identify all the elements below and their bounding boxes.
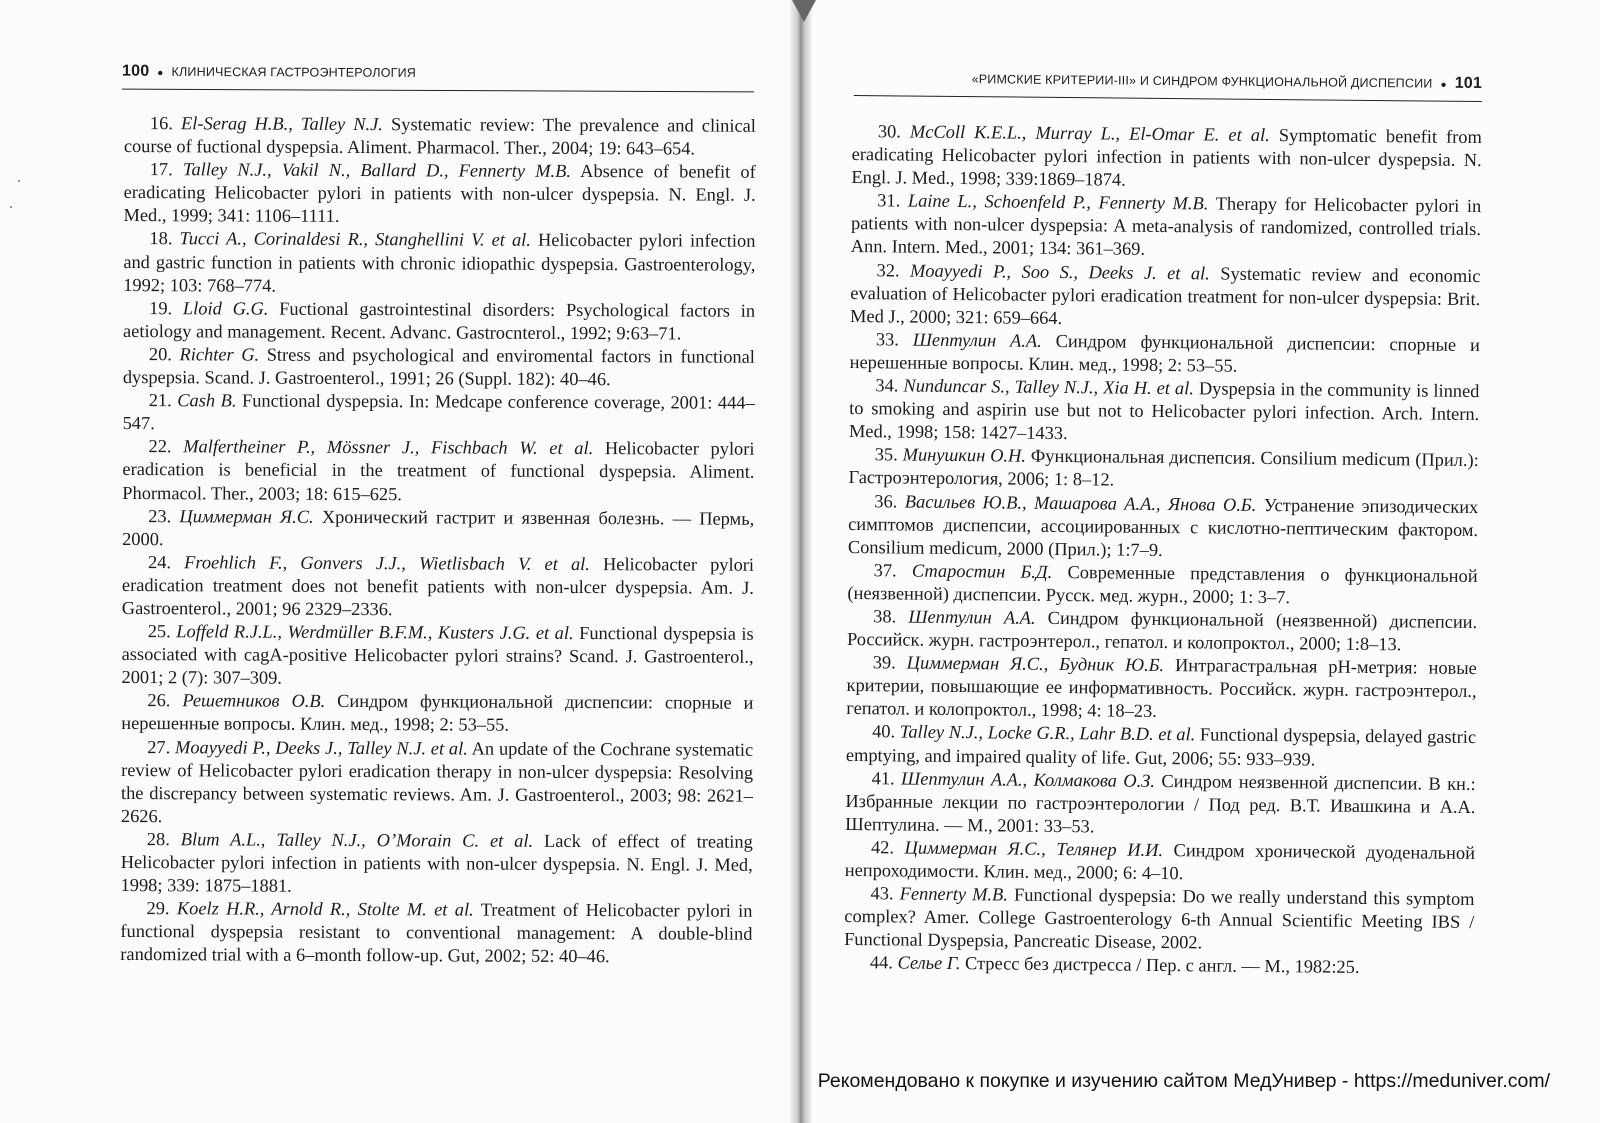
reference-item: 22. Malfertheiner P., Mössner J., Fischbach W. et al. Helicobacter pylori eradication is beneficial in the treatment of functional dyspepsia. Aliment. Phormacol. Ther., 2003; 18: 615–625. — [122, 436, 755, 504]
left-running-head — [122, 63, 754, 93]
book-gutter — [790, 0, 812, 1123]
reference-item: 43. Fennerty M.B. Functional dyspepsia: Do we really understand this symptom complex? Amer. College Gastroenterology 6-th Annual Scientific Meeting IBS / Functional Dyspepsia, Pancreatic Disease, 2002. — [844, 883, 1475, 953]
reference-item: 17. Talley N.J., Vakil N., Ballard D., Fennerty M.B. Absence of benefit of eradicating Helicobacter pylori in patients with non-ulcer dyspepsia. N. Engl. J. Med., 1999; 341: 1106–1111. — [123, 159, 756, 227]
reference-item: 36. Васильев Ю.В., Машарова А.А., Янова О.Б. Устранение эпизодических симптомов диспепсии, ассоциированных с кислотно-пептическим фактором. Consilium medicum, 2000 (Прил.); 1:7–9. — [847, 490, 1479, 560]
reference-item: 28. Blum A.L., Talley N.J., O’Morain C. et al. Lack of effect of treating Helicobacter pylori infection in patients with non-ulcer dyspepsia. N. Engl. J. Med, 1998; 339: 1875–1881. — [120, 829, 753, 896]
bullet-icon: ● — [1440, 79, 1447, 91]
reference-item: 40. Talley N.J., Locke G.R., Lahr B.D. et al. Functional dyspepsia, delayed gastric emptying, and impaired quality of life. Gut, 2006; 55: 933–939. — [845, 721, 1477, 770]
reference-item: 34. Nunduncar S., Talley N.J., Xia H. et al. Dyspepsia in the community is linned to smoking and aspirin use but not to Helicobacter pylori infection. Arch. Intern. Med., 1998; 158: 1427–1433. — [848, 375, 1480, 444]
reference-item: 18. Tucci A., Corinaldesi R., Stanghellini V. et al. Helicobacter pylori infection and gastric function in patients with chronic idiopathic dyspepsia. Gastroenterology, 1992; 103: 768–774. — [123, 228, 756, 296]
reference-item: 26. Решетников О.В. Синдром функциональной диспепсии: спорные и нерешенные вопросы. Клин. мед., 1998; 2: 53–55. — [121, 690, 754, 736]
reference-item: 25. Loffeld R.J.L., Werdmüller B.F.M., Kusters J.G. et al. Functional dyspepsia is associated with cagA-positive Helicobacter pylori strains? Scand. J. Gastroenterol., 2001; 2 (7): 307–309. — [121, 621, 754, 688]
left-reference-list — [120, 112, 756, 969]
reference-item: 39. Циммерман Я.С., Будник Ю.Б. Интрагастральная pH-метрия: новые критерии, повышающие ее информативность. Российск. журн. гастроэнтерол., гепатол. и колопроктол., 1998; 4: 18–23. — [846, 652, 1477, 722]
binding-fold-mark — [792, 0, 816, 22]
left-page-number: 100 — [121, 62, 150, 80]
reference-item: 35. Минушкин О.Н. Функциональная диспепсия. Consilium medicum (Прил.): Гастроэнтерология, 2006; 1: 8–12. — [848, 444, 1479, 490]
bullet-icon: ● — [157, 67, 164, 79]
reference-item: 31. Laine L., Schoenfeld P., Fennerty M.B. Therapy for Helicobacter pylori in patients with non-ulcer dyspepsia: A meta-analysis of randomized, controlled trials. Ann. Intern. Med., 2001; 134: 361–369. — [850, 190, 1482, 260]
reference-item: 33. Шептулин А.А. Синдром функциональной диспепсии: спорные и нерешенные вопросы. Клин. мед., 1998; 2: 53–55. — [849, 329, 1480, 376]
reference-item: 27. Moayyedi P., Deeks J., Talley N.J. et al. An update of the Cochrane systematic review of Helicobacter pylori eradication therapy in non-ulcer dyspepsia: Resolving the discrepancy between systematic reviews. Am. J. Gastroenterol., 2003; 98: 2621–2626. — [120, 736, 754, 826]
reference-item: 19. Lloid G.G. Fuctional gastrointestinal disorders: Psychological factors in aetiology and management. Recent. Advanc. Gastrocnterol., 1992; 9:63–71. — [123, 297, 756, 344]
reference-item: 20. Richter G. Stress and psychological and enviromental factors in functional dyspepsia. Scand. J. Gastroenterol., 1991; 26 (Suppl. 182): 40–46. — [122, 344, 755, 390]
right-running-title: «РИМСКИЕ КРИТЕРИИ-III» И СИНДРОМ ФУНКЦИОНАЛЬНОЙ ДИСПЕПСИИ — [971, 72, 1433, 91]
reference-item: 21. Cash B. Functional dyspepsia. In: Medcape conference coverage, 2001: 444–547. — [122, 390, 755, 434]
reference-item: 24. Froehlich F., Gonvers J.J., Wietlisbach V. et al. Helicobacter pylori eradication treatment does not benefit patients with non-ulcer dyspepsia. Am. J. Gastroenterol., 2001; 96 2329–2336. — [121, 551, 755, 620]
right-reference-list — [844, 120, 1482, 980]
reference-item: 42. Циммерман Я.С., Телянер И.И. Синдром хронической дуоденальной непроходимости. Клин. мед., 2000; 6: 4–10. — [844, 837, 1476, 884]
reference-item: 23. Циммерман Я.С. Хронический гастрит и язвенная болезнь. — Пермь, 2000. — [122, 505, 755, 549]
scan-speck — [18, 180, 20, 182]
reference-item: 41. Шептулин А.А., Колмакова О.З. Синдром неязвенной диспепсии. В кн.: Избранные лекции по гастроэнтерологии / Под ред. В.Т. Ивашкина и А.А. Шептулина. — М., 2001: 33–53. — [845, 767, 1476, 837]
website-watermark-note: Рекомендовано к покупке и изучению сайтом МедУнивер - https://meduniver.com/ — [817, 1070, 1550, 1092]
reference-item: 44. Селье Г. Стресс без дистресса / Пер. с англ. — М., 1982:25. — [869, 952, 1360, 978]
right-page-number: 101 — [1454, 74, 1483, 93]
reference-item: 37. Старостин Б.Д. Современные представления о функциональной (неязвенной) диспепсии. Русск. мед. журн., 2000; 1: 3–7. — [847, 560, 1478, 608]
reference-item: 38. Шептулин А.А. Синдром функциональной (неязвенной) диспепсии. Российск. журн. гастроэнтерол., гепатол. и колопроктол., 2000; 1:8–13. — [846, 606, 1478, 655]
reference-item: 16. El-Serag H.B., Talley N.J. Systematic review: The prevalence and clinical course of fuctional dyspepsia. Aliment. Pharmacol. Ther., 2004; 19: 643–654. — [123, 113, 756, 159]
reference-item: 30. McColl K.E.L., Murray L., El-Omar E. et al. Symptomatic benefit from eradicating Helicobacter pylori infection in patients with non-ulcer dyspepsia. N. Engl. J. Med., 1998; 339:1869–1874. — [851, 121, 1482, 190]
left-running-title: КЛИНИЧЕСКАЯ ГАСТРОЭНТЕРОЛОГИЯ — [171, 64, 417, 80]
reference-item: 32. Moayyedi P., Soo S., Deeks J. et al. Systematic review and economic evaluation of Helicobacter pylori eradication treatment for non-ulcer dyspepsia: Brit. Med J., 2000; 321: 659–664. — [850, 259, 1481, 328]
scan-speck — [10, 206, 12, 208]
reference-item: 29. Koelz H.R., Arnold R., Stolte M. et al. Treatment of Helicobacter pylori in functional dyspepsia resistant to conventional management: A double-blind randomized trial with a 6–month follow-up. Gut, 2002; 52: 40–46. — [120, 898, 753, 967]
